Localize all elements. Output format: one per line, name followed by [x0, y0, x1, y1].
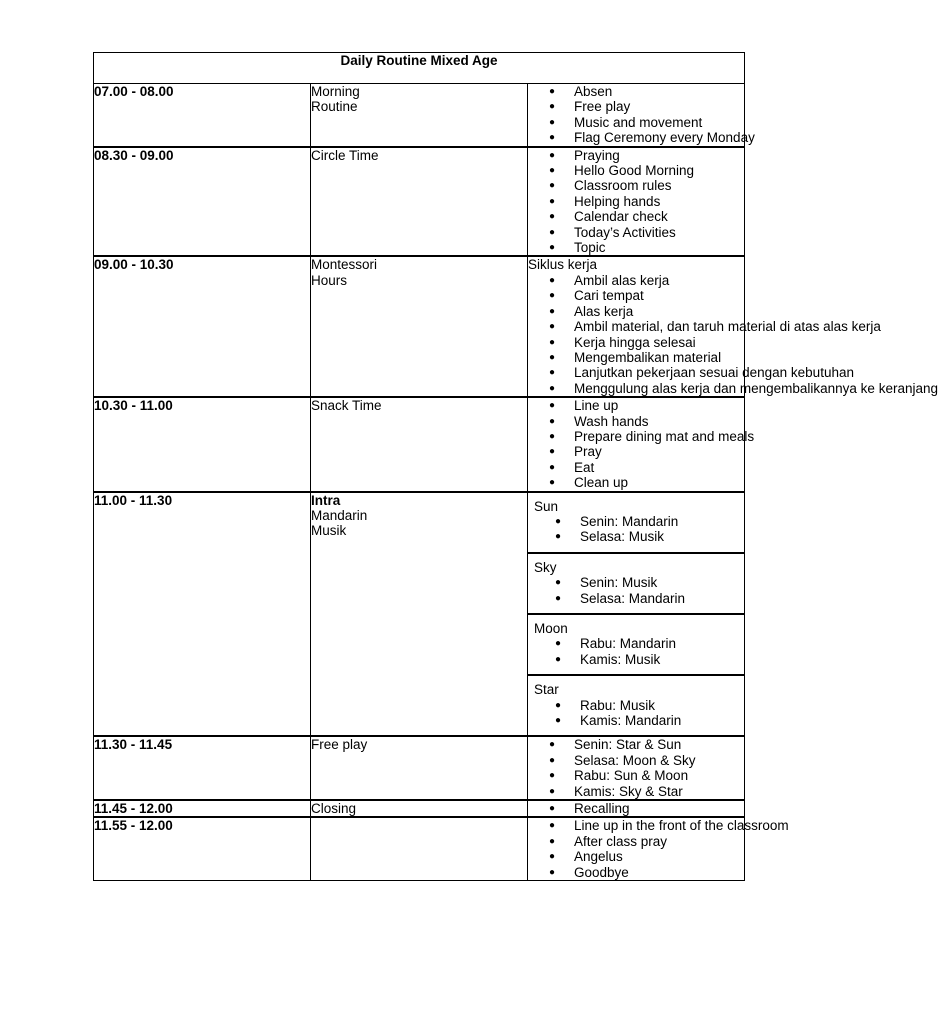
list-item: ● Line up	[528, 398, 744, 413]
list-item: ● Selasa: Moon & Sky	[528, 753, 744, 768]
details-cell	[528, 736, 745, 800]
list-item: ● After class pray	[528, 834, 744, 849]
activity-cell	[311, 800, 528, 817]
list-item: ● Praying	[528, 148, 744, 163]
activity-cell	[311, 147, 528, 257]
list-item: ● Music and movement	[528, 115, 744, 130]
list-item: ● Today’s Activities	[528, 225, 744, 240]
list-item: ● Prepare dining mat and meals	[528, 429, 744, 444]
activity-label: Circle Time	[311, 147, 379, 163]
list-item: ● Ambil material, dan taruh material di atas alas kerja	[528, 319, 744, 334]
list-item: ● Ambil alas kerja	[528, 273, 744, 288]
table-title: Daily Routine Mixed Age	[94, 53, 745, 84]
bullet-list	[534, 575, 744, 606]
group-star	[528, 676, 744, 735]
time-cell: 08.30 - 09.00	[94, 147, 311, 257]
bullet-list	[528, 272, 938, 396]
time-cell: 11.45 - 12.00	[94, 800, 311, 817]
activity-cell	[311, 84, 528, 147]
bullet-list	[534, 636, 744, 667]
list-item: ● Clean up	[528, 475, 744, 490]
list-item: ● Topic	[528, 240, 744, 255]
time-cell: 10.30 - 11.00	[94, 397, 311, 491]
group-name: Sky	[534, 559, 557, 575]
bullet-list	[528, 148, 744, 256]
section-intro: Siklus kerja	[528, 257, 598, 273]
time-cell: 11.30 - 11.45	[94, 736, 311, 800]
activity-label-bold: Intra	[311, 492, 341, 508]
list-item: ● Helping hands	[528, 194, 744, 209]
list-item: ● Flag Ceremony every Monday	[528, 130, 744, 145]
activity-label: Closing	[311, 801, 357, 817]
list-item: ● Cari tempat	[528, 288, 744, 303]
details-cell	[528, 800, 745, 817]
group-name: Star	[534, 682, 559, 698]
table-row	[94, 397, 745, 491]
list-item: ● Wash hands	[528, 414, 744, 429]
table-row	[94, 147, 745, 257]
list-item: ● Senin: Mandarin	[534, 514, 744, 529]
list-item: ● Eat	[528, 460, 744, 475]
list-item: ● Absen	[528, 84, 744, 99]
list-item: ● Hello Good Morning	[528, 163, 744, 178]
group-sun	[528, 493, 744, 554]
list-item: ● Kerja hingga selesai	[528, 335, 744, 350]
table-row	[94, 817, 745, 880]
details-cell	[528, 492, 745, 737]
group-sky	[528, 554, 744, 615]
bullet-list	[528, 84, 755, 146]
bullet-list	[528, 737, 744, 799]
table-row	[94, 84, 745, 147]
table-row	[94, 256, 745, 397]
activity-label: Free play	[311, 737, 368, 753]
list-item: ● Alas kerja	[528, 304, 744, 319]
list-item: ● Selasa: Musik	[534, 529, 744, 544]
table-row	[94, 800, 745, 817]
details-cell	[528, 397, 755, 491]
list-item: ● Kamis: Mandarin	[534, 713, 744, 728]
activity-label: Morning	[311, 84, 360, 99]
group-name: Moon	[534, 621, 568, 636]
list-item: ● Angelus	[528, 849, 744, 864]
details-cell	[528, 817, 789, 880]
list-item: ● Senin: Musik	[534, 575, 744, 590]
list-item: ● Lanjutkan pekerjaan sesuai dengan kebutuhan	[528, 365, 744, 380]
list-item: ● Senin: Star & Sun	[528, 737, 744, 752]
time-cell: 07.00 - 08.00	[94, 84, 311, 147]
list-item: ● Calendar check	[528, 209, 744, 224]
table-row	[94, 736, 745, 800]
list-item: ● Classroom rules	[528, 178, 744, 193]
daily-routine-table	[93, 52, 938, 881]
details-cell	[528, 147, 745, 257]
list-item: ● Goodbye	[528, 865, 744, 880]
list-item: ● Rabu: Musik	[534, 698, 744, 713]
list-item: ● Kamis: Musik	[534, 652, 744, 667]
activity-cell	[311, 256, 528, 397]
list-item: ● Rabu: Mandarin	[534, 636, 744, 651]
bullet-list	[534, 698, 744, 729]
table-row	[94, 492, 745, 737]
time-cell: 11.55 - 12.00	[94, 817, 311, 880]
details-cell	[528, 84, 755, 147]
activity-label: Mandarin	[311, 507, 368, 523]
activity-label: Montessori	[311, 257, 378, 273]
activity-label: Hours	[311, 272, 348, 288]
bullet-list	[534, 514, 744, 545]
time-cell: 09.00 - 10.30	[94, 256, 311, 397]
group-moon	[528, 615, 744, 676]
bullet-list	[528, 801, 744, 816]
list-item: ● Recalling	[528, 801, 744, 816]
bullet-list	[528, 398, 755, 491]
bullet-list	[528, 818, 789, 880]
list-item: ● Selasa: Mandarin	[534, 591, 744, 606]
list-item: ● Line up in the front of the classroom	[528, 818, 744, 833]
list-item: ● Rabu: Sun & Moon	[528, 768, 744, 783]
time-cell: 11.00 - 11.30	[94, 492, 311, 737]
activity-cell	[311, 492, 528, 737]
activity-label: Snack Time	[311, 398, 382, 414]
activity-label: Routine	[311, 99, 358, 115]
list-item: ● Mengembalikan material	[528, 350, 744, 365]
activity-cell	[311, 817, 528, 880]
list-item: ● Pray	[528, 444, 744, 459]
activity-cell	[311, 397, 528, 491]
details-cell	[528, 256, 938, 397]
activity-label: Musik	[311, 523, 347, 539]
group-name: Sun	[534, 498, 559, 514]
list-item: ● Free play	[528, 99, 744, 114]
list-item: ● Kamis: Sky & Star	[528, 784, 744, 799]
list-item: ● Menggulung alas kerja dan mengembalikannya ke keranjang	[528, 381, 744, 396]
activity-cell	[311, 736, 528, 800]
